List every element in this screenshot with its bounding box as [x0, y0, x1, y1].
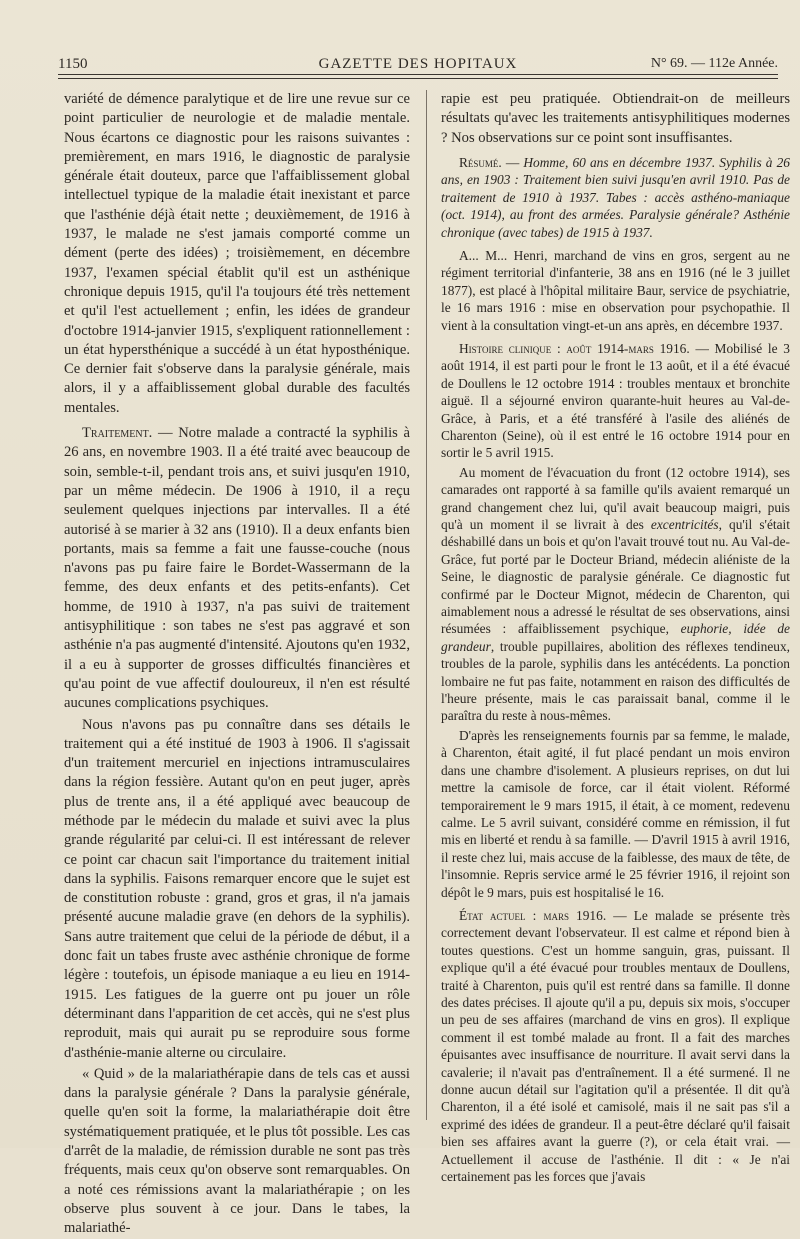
section-heading: Histoire clinique : août 1914-mars 1916.: [459, 340, 690, 356]
paragraph-text: — Mobilisé le 3 août 1914, il est parti pour le front le 13 août, et il a été évacué de Doullens le 12 octobre 1914 : troubles mentaux et bronchite aiguë. Il a séjourné environ quarante-huit heures au Val-de-Grâce, à Paris, et a été transféré à l'asile des aliénés de Charenton (Seine), où il est entré le 16 octobre 1914 pour en sortir le 5 avril 1915.: [441, 340, 790, 461]
section-heading: Traitement.: [82, 425, 153, 442]
paragraph-text: , trouble pupillaires, abolition des réflexes tendineux, troubles de la parole, syphilis dans les antécédents. La ponction lombaire ne fut pas faite, notamment en raison des difficultés de l'heure présente, mais le cas paraissait banal, comme il le paraîtra du reste à nous-mêmes.: [441, 638, 790, 724]
paragraph: variété de démence paralytique et de lire une revue sur ce point particulier de neurologie et de maladie mentale. Nous écartons ce diagnostic pour les raisons suivantes : premièrement, en mars 1916, le diagnostic de paralysie générale était douteux, parce que l'affaiblissement global intellectuel typique de la maladie était inexistant et parce que l'asthénie déjà était nette ; deuxièmement, de 1916 à 1937, le malade ne s'est jamais comporté comme un dément (perte des idées) ; troisièmement, en décembre 1937, l'examen spécial établit qu'il est un asthénique chronique depuis 1915, qu'il l'a toujours été très nettement et qu'il l'est actuellement ; enfin, les idées de grandeur d'octobre 1914-janvier 1915, s'expliquent rationnellement : un état hypersthénique a succédé à un état hyposthénique. Ce dernier fait s'observe dans la paralysie générale, mais alors, il y a affaiblissement global durable des facultés mentales.: [64, 91, 410, 416]
paragraph-text: — Le malade se présente très correctement devant l'observateur. Il est calme et répond bien à toutes questions. C'est un homme sanguin, gras, puissant. Il explique qu'il a été évacué pour troubles mentaux de Doullens, traité à Charenton, puis qu'il est rentré dans sa famille. Il donne des dates précises. Il ajoute qu'il a pu, depuis six mois, s'occuper un peu de ses affaires (marchand de vins en gros). Il explique comment il est tombé malade au front. Il a fait des marches épuisantes avec insuffisance de nourriture. Il avait servi dans la cavalerie; il n'avait pas d'entraînement. Il a été surmené. Il ne donne aucun détail sur l'agitation qu'il a présentée. Il dit qu'à Charenton, il a été isolé et camisolé, mais il ne sait pas s'il a exprimé des idées de grandeur. Il a peut-être déclaré qu'il faisait bien ses affaires avant la guerre (?), or cela était vrai. — Actuellement il accuse de l'asthénie. Il dit : « Je n'ai certainement pas les forces que j'avais: [441, 907, 790, 1185]
paragraph-text: Au moment de l'évacuation du front (12 octobre 1914), ses camarades ont rapporté à sa famille qu'ils avaient remarqué un grand changement chez lui, qu'il avait beaucoup maigri, puis qu'à un moment il se livrait à des: [441, 464, 790, 533]
left-column: [64, 90, 410, 1237]
paragraph: rapie est peu pratiquée. Obtiendrait-on de meilleurs résultats qu'avec les traitements antisyphilitiques modernes ? Nos observations sur ce point sont insuffisantes.: [441, 91, 790, 146]
right-column: [441, 90, 790, 1185]
paragraph-text: —: [501, 154, 524, 170]
paragraph-text: Homme, 60 ans en décembre 1937. Syphilis à 26 ans, en 1903 : Traitement bien suivi jusqu'en avril 1910. Pas de traitement de 1910 à 1937. Tabes : accès asthéno-maniaque (oct. 1914), au front des armées. Paralysie générale? Asthénie chronique (avec tabes) de 1915 à 1937.: [441, 154, 790, 240]
paragraph: A... M... Henri, marchand de vins en gros, sergent au ne régiment territorial d'infanterie, 38 ans en 1916 (né le 3 juillet 1877), est placé à l'hôpital militaire Baur, service de psychiatrie, le 16 mars 1916 : mise en observation pour psychopathie. Il vient à la consultation vingt-et-un ans après, en décembre 1937.: [441, 247, 790, 333]
paragraph-text: euphorie, idée de grandeur: [441, 621, 790, 654]
issue-number: N° 69. — 112e Année.: [650, 56, 778, 71]
paragraph-traitement: [64, 424, 410, 713]
paragraph-text: , qu'il s'était déshabillé dans un bois et qu'on l'avait trouvé tout nu. Au Val-de-Grâce, fut porté par le Docteur Briand, médecin aliéniste de la Seine, le diagnostic de paralysie générale. Ce diagnostic fut confirmé par le Docteur Mignot, médecin de Charenton, qui aimablement nous a adressé le résultat de ses observations, ainsi résumées : affaiblissement psychique,: [441, 517, 790, 637]
paragraph-etat: [441, 907, 790, 1186]
paragraph: « Quid » de la malariathérapie dans de tels cas et aussi dans la paralysie générale ? Dans la paralysie générale, quelle qu'en soit la forme, la malariathérapie doit être systématiquement pratiquée, et le plus tôt possible. Les cas d'arrêt de la maladie, de rémission durable ne sont pas très fréquents, mais ceux qu'on observe sont remarquables. On a noté ces rémissions avant la malariathérapie ; on les observe plus souvent à ce jour. Dans le tabes, la malariathé-: [64, 1065, 410, 1237]
paragraph: Nous n'avons pas pu connaître dans ses détails le traitement qui a été institué de 1903 à 1906. Il s'agissait d'un traitement mercuriel en injections intramusculaires dans la région fessière. Autant qu'on en peut juger, après plus de trente ans, il a été appliqué avec beaucoup de méthode par le médecin du malade et suivi avec la plus grande régularité par celui-ci. Il est intéressant de relever ce point car chacun sait l'importance du traitement initial dans la syphilis. Faisons remarquer encore que le sujet est de constitution robuste : grand, gros et gras, il n'a jamais présenté aucune maladie grave (en dehors de la syphilis). Sans autre traitement que celui de la période de début, il a donc fait un tabes fruste avec asthénie chronique de forme légère : toutefois, un épisode maniaque a eu lieu en 1914-1915. Les fatigues de la guerre ont pu jouer un rôle déterminant dans l'apparition de cet accès, qui ne s'est plus reproduit, mais qui aurait pu se reproduire sous forme d'asthénie-manie alterne ou circulaire.: [64, 716, 410, 1061]
paragraph: [441, 464, 790, 725]
page-header: [58, 52, 778, 74]
paragraph-resume: [441, 154, 790, 241]
paragraph: D'après les renseignements fournis par sa femme, le malade, à Charenton, était agité, il fut placé pendant un mois environ dans une chambre d'isolement. A plusieurs reprises, on dut lui mettre la camisole de force, car il était violent. Réformé temporairement le 9 mars 1915, il était, à ce moment, redevenu calme. Le 5 avril suivant, considéré comme en rémission, il fut mis en liberté et rendu à sa famille. — D'avril 1915 à avril 1916, il reste chez lui, mais accuse de la faiblesse, des maux de tête, de l'insomnie. Repris service armé le 25 février 1916, il rejoint son dépôt le 9 mars, puis est hospitalisé le 16.: [441, 727, 790, 900]
header-rule: [58, 74, 778, 75]
paragraph-text: excentricités: [650, 517, 719, 533]
header-rule-thin: [58, 78, 778, 79]
page-number: 1150: [58, 56, 88, 72]
section-heading: Résumé.: [459, 154, 502, 170]
column-divider: [426, 90, 427, 1120]
paragraph-histoire: [441, 340, 790, 462]
section-heading: État actuel : mars 1916.: [459, 907, 607, 923]
paragraph-text: — Notre malade a contracté la syphilis à 26 ans, en novembre 1903. Il a été traité avec beaucoup de soin, semble-t-il, pendant trois ans, et suivi jusqu'en 1910, par un même médecin. De 1906 à 1910, il a reçu seulement quelques injections par intervalles. Il a été autorisé à se marier à 32 ans (1910). Il a deux enfants bien portants, mais sa femme a fait une fausse-couche (nous n'avons pas pu faire faire le Bordet-Wassermann de la femme, des deux enfants et des petits-enfants). Cet homme, de 1910 à 1937, n'a pas suivi de traitement antisyphilitique : son tabes ne s'est pas aggravé et son asthénie n'a pas augmenté d'intensité. Ajoutons qu'en 1932, il a eu à supporter de grosses difficultés financières et qu'au point de vue affectif douloureux, il n'en est résulté aucunes complications psychiques.: [64, 425, 410, 712]
journal-title: GAZETTE DES HOPITAUX: [318, 56, 518, 72]
